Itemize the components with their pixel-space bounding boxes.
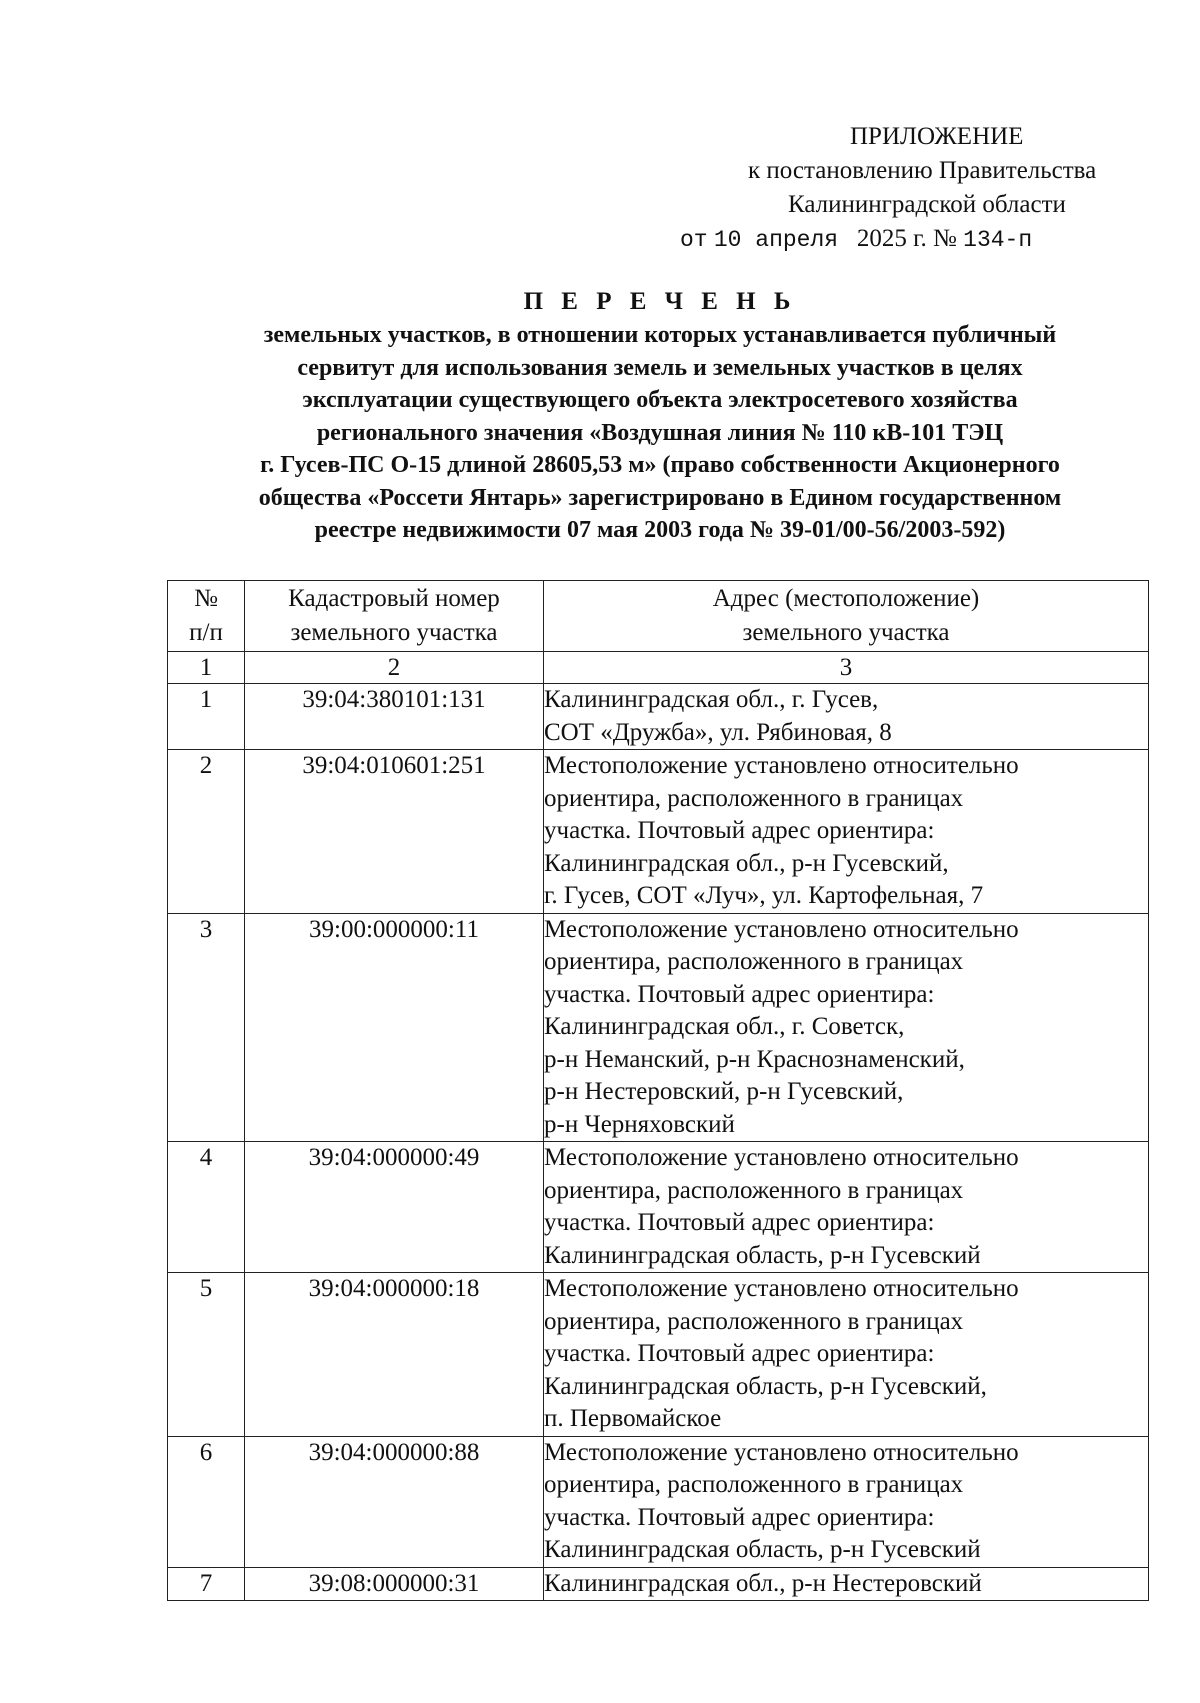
- address-line: участка. Почтовый адрес ориентира:: [544, 1340, 935, 1367]
- address-line: Местоположение установлено относительно: [544, 915, 1019, 943]
- row-number: 3: [168, 913, 245, 1142]
- column-number: 2: [245, 652, 544, 684]
- address-line: СОТ «Дружба», ул. Рябиновая, 8: [544, 718, 892, 746]
- resolution-number: 134-п: [963, 227, 1033, 253]
- column-number: 3: [544, 652, 1149, 684]
- appendix-region-line: Калининградской области: [788, 191, 1066, 218]
- appendix-date-line: [660, 222, 1160, 257]
- date-prefix: от: [680, 227, 708, 253]
- address-cell: [544, 684, 1149, 750]
- address-line: участка. Почтовый адрес ориентира:: [544, 1209, 935, 1236]
- address-line: участка. Почтовый адрес ориентира:: [544, 1503, 935, 1531]
- address-line: участка. Почтовый адрес ориентира:: [544, 980, 935, 1008]
- cadastral-number: 39:00:000000:11: [245, 913, 544, 1142]
- address-line: ориентира, расположенного в границах: [544, 1307, 964, 1335]
- address-line: Калининградская обл., р-н Гусевский,: [544, 849, 949, 877]
- document-heading: [160, 285, 1160, 547]
- table-row: [168, 913, 1149, 1142]
- cadastral-number: 39:04:000000:18: [245, 1273, 544, 1437]
- row-number: 2: [168, 750, 245, 914]
- heading-line: г. Гусев-ПС О-15 длиной 28605,53 м» (право собственности Акционерного: [260, 452, 1060, 478]
- heading-line: эксплуатации существующего объекта электросетевого хозяйства: [302, 387, 1018, 413]
- date-value: 10 апреля: [713, 227, 839, 253]
- table-row: [168, 1436, 1149, 1567]
- row-number: 4: [168, 1142, 245, 1273]
- table-header-row: [168, 581, 1149, 652]
- table-row: [168, 1567, 1149, 1601]
- address-cell: [544, 1567, 1149, 1601]
- table-row: [168, 684, 1149, 750]
- address-line: п. Первомайское: [544, 1405, 722, 1432]
- address-line: Местоположение установлено относительно: [544, 1275, 1019, 1302]
- appendix-resolution-line: к постановлению Правительства: [748, 157, 1097, 184]
- land-plots-table: [167, 580, 1149, 1601]
- heading-line: реестре недвижимости 07 мая 2003 года № 39-01/00-56/2003-592): [314, 517, 1006, 543]
- address-line: Местоположение установлено относительно: [544, 1438, 1019, 1466]
- address-cell: [544, 750, 1149, 914]
- address-line: Калининградская обл., г. Советск,: [544, 1013, 905, 1040]
- address-cell: [544, 1273, 1149, 1437]
- address-line: ориентира, расположенного в границах: [544, 1176, 964, 1204]
- row-number: 7: [168, 1567, 245, 1601]
- cadastral-number: 39:04:010601:251: [245, 750, 544, 914]
- address-cell: [544, 1436, 1149, 1567]
- column-number: 1: [168, 652, 245, 684]
- heading-line: общества «Россети Янтарь» зарегистрировано в Едином государственном: [258, 484, 1062, 511]
- cadastral-number: 39:04:380101:131: [245, 684, 544, 750]
- address-line: Калининградская область, р-н Гусевский: [544, 1241, 981, 1269]
- row-number: 1: [168, 684, 245, 750]
- heading-line: сервитут для использования земель и земельных участков в целях: [297, 354, 1023, 381]
- address-line: Калининградская обл., р-н Нестеровский: [544, 1569, 982, 1597]
- address-line: ориентира, расположенного в границах: [544, 948, 964, 975]
- address-line: ориентира, расположенного в границах: [544, 784, 964, 812]
- table-row: [168, 1142, 1149, 1273]
- address-line: ориентира, расположенного в границах: [544, 1471, 964, 1498]
- document-title: П Е Р Е Ч Е Н Ь: [523, 288, 797, 315]
- address-line: р-н Черняховский: [544, 1110, 735, 1138]
- column-numbers-row: [168, 652, 1149, 684]
- address-line: Местоположение установлено относительно: [544, 1144, 1019, 1171]
- cadastral-number: 39:04:000000:88: [245, 1436, 544, 1567]
- address-line: р-н Неманский, р-н Краснознаменский,: [544, 1045, 965, 1073]
- cadastral-number: 39:08:000000:31: [245, 1567, 544, 1601]
- table-row: [168, 750, 1149, 914]
- header-cadastral: Кадастровый номер земельного участка: [245, 581, 544, 652]
- header-address: Адрес (местоположение) земельного участка: [544, 581, 1149, 652]
- header-number: № п/п: [168, 581, 245, 652]
- address-line: г. Гусев, СОТ «Луч», ул. Картофельная, 7: [544, 882, 984, 909]
- address-line: Калининградская обл., г. Гусев,: [544, 686, 879, 713]
- cadastral-number: 39:04:000000:49: [245, 1142, 544, 1273]
- address-cell: [544, 1142, 1149, 1273]
- date-year: 2025 г. №: [856, 225, 957, 252]
- address-cell: [544, 913, 1149, 1142]
- heading-line: земельных участков, в отношении которых устанавливается публичный: [263, 322, 1057, 348]
- row-number: 5: [168, 1273, 245, 1437]
- table-row: [168, 1273, 1149, 1437]
- row-number: 6: [168, 1436, 245, 1567]
- address-line: участка. Почтовый адрес ориентира:: [544, 817, 935, 844]
- address-line: Калининградская область, р-н Гусевский,: [544, 1372, 987, 1400]
- heading-line: регионального значения «Воздушная линия № 110 кВ-101 ТЭЦ: [316, 419, 1004, 446]
- address-line: Местоположение установлено относительно: [544, 752, 1019, 779]
- appendix-block: [660, 120, 1160, 257]
- address-line: р-н Нестеровский, р-н Гусевский,: [544, 1078, 904, 1105]
- address-line: Калининградская область, р-н Гусевский: [544, 1536, 981, 1563]
- appendix-title: ПРИЛОЖЕНИЕ: [850, 123, 1024, 150]
